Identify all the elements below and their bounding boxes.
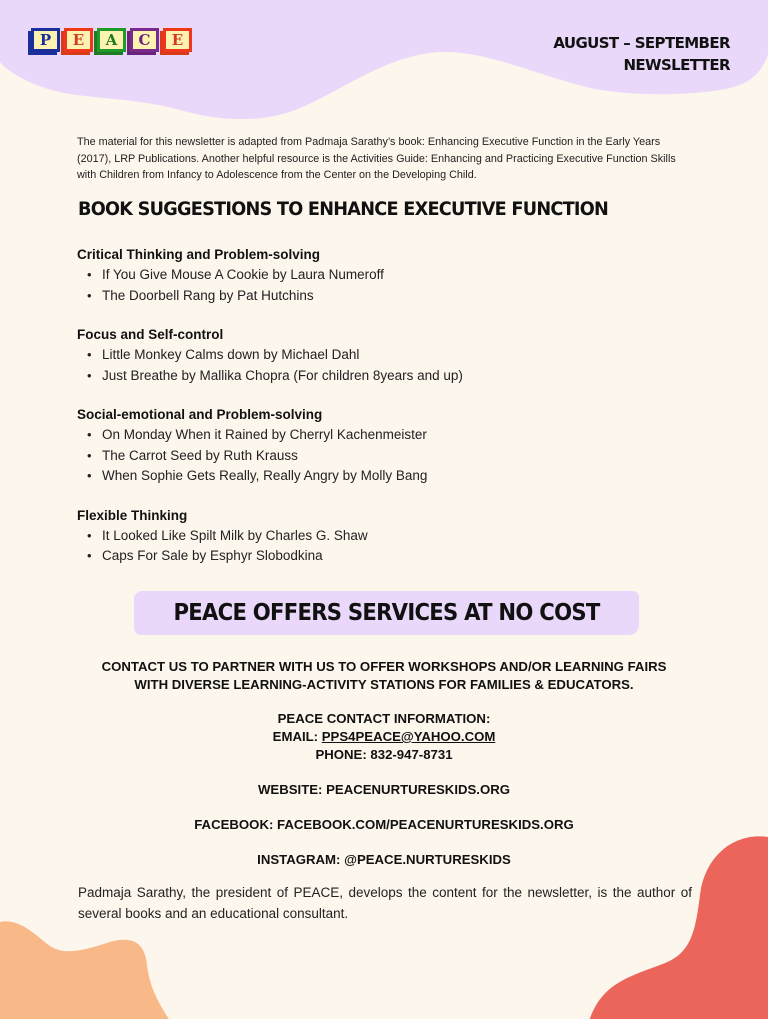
book-item [87,345,697,366]
book-item [87,526,697,547]
category-focus-self-control [77,325,697,386]
logo-block-a: A [97,28,126,52]
bullet-icon: • [87,427,92,442]
newsletter-title [553,32,730,76]
offer-banner-text: PEACE OFFERS SERVICES AT NO COST [173,600,600,626]
bullet-icon: • [87,287,92,303]
email-link[interactable]: PPS4PEACE@YAHOO.COM [321,729,496,744]
category-title: Flexible Thinking [77,507,188,523]
bullet-icon: • [87,347,92,362]
contact-info-heading: PEACE CONTACT INFORMATION: [277,711,491,726]
book-item [87,286,697,307]
logo-block-p: P [31,28,60,52]
book-title: The Doorbell Rang by Pat Hutchins [102,287,314,303]
book-item [87,546,697,567]
book-title: Little Monkey Calms down by Michael Dahl [102,347,360,362]
book-title: On Monday When it Rained by Cherryl Kachenmeister [102,427,427,442]
newsletter-title-line2: NEWSLETTER [623,56,730,74]
offer-banner [134,591,639,635]
book-suggestions-heading: BOOK SUGGESTIONS TO ENHANCE EXECUTIVE FUNCTION [78,198,609,220]
instagram-line: INSTAGRAM: @PEACE.NURTURESKIDS [257,852,511,867]
bottom-left-peach-blob [0,921,172,1024]
author-note: Padmaja Sarathy, the president of PEACE, develops the content for the newsletter, is the author of several books and an educational consultant. [78,885,692,921]
category-flexible-thinking [77,506,697,567]
book-categories [77,245,697,586]
category-title: Critical Thinking and Problem-solving [77,247,321,262]
book-item [87,466,697,487]
category-title: Social-emotional and Problem-solving [77,407,323,422]
book-title: When Sophie Gets Really, Really Angry by Molly Bang [102,468,428,483]
book-item [87,446,697,467]
category-critical-thinking [77,245,697,306]
category-social-emotional [77,405,697,487]
bullet-icon: • [87,548,92,563]
book-list [77,265,697,306]
book-title: Just Breathe by Mallika Chopra (For children 8years and up) [102,367,463,383]
partner-text-line2: WITH DIVERSE LEARNING-ACTIVITY STATIONS FOR FAMILIES & EDUCATORS. [134,677,634,692]
book-title: It Looked Like Spilt Milk by Charles G. Shaw [102,527,368,543]
intro-paragraph: The material for this newsletter is adapted from Padmaja Sarathy’s book: Enhancing Executive Function in the Early Years (2017), LRP Publications. Another helpful resource is the Activities Guide: Enhancing and Practicing Executive Function Skills with Children from Infancy to Adolescence from the Center on the Developing Child. [77,136,676,181]
bullet-icon: • [87,468,92,483]
logo-block-c: C [130,28,159,52]
category-title: Focus and Self-control [77,327,224,342]
newsletter-title-line1: AUGUST – SEPTEMBER [553,34,730,52]
book-list [77,345,697,386]
book-item [87,366,697,387]
contact-section [40,658,728,869]
website-line: WEBSITE: PEACENURTURESKIDS.ORG [257,782,511,797]
book-list [77,526,697,567]
book-item [87,425,697,446]
partner-text-line1: CONTACT US TO PARTNER WITH US TO OFFER WORKSHOPS AND/OR LEARNING FAIRS [101,659,667,674]
bullet-icon: • [87,267,92,282]
phone-line: PHONE: 832-947-8731 [315,747,453,762]
facebook-line: FACEBOOK: FACEBOOK.COM/PEACENURTURESKIDS.ORG [194,817,574,832]
logo-block-e: E [64,28,93,52]
bullet-icon: • [87,527,92,543]
bullet-icon: • [87,367,92,383]
book-item [87,265,697,286]
email-label: EMAIL: [272,729,322,744]
book-title: Caps For Sale by Esphyr Slobodkina [102,548,323,563]
logo-block-e: E [163,28,192,52]
peace-logo [28,28,192,52]
book-list [77,425,697,487]
email-line [40,728,728,746]
bottom-edge [0,1019,768,1024]
book-title: If You Give Mouse A Cookie by Laura Numeroff [102,267,384,282]
book-title: The Carrot Seed by Ruth Krauss [102,447,298,463]
bullet-icon: • [87,447,92,463]
